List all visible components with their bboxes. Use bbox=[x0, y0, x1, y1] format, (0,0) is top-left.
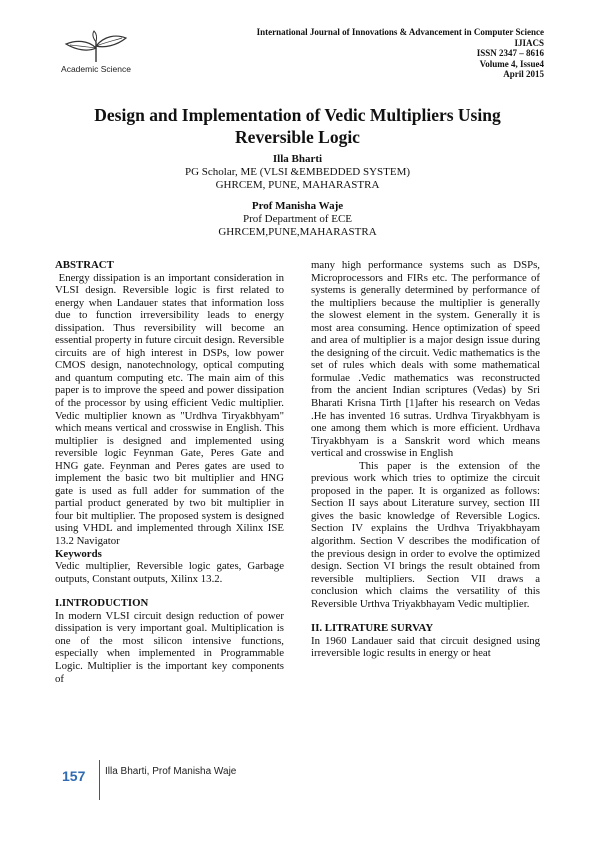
journal-name: International Journal of Innovations & Advancement in Computer Science bbox=[256, 27, 544, 37]
author1-affiliation: GHRCEM, PUNE, MAHARASTRA bbox=[215, 179, 380, 191]
author1-name: Illa Bharti bbox=[272, 153, 323, 165]
page-number: 157 bbox=[62, 768, 86, 784]
publisher-logo bbox=[52, 30, 140, 76]
right-para-1: many high performance systems such as DSPs, Microprocessors and FIRs etc. The performance of systems is generally determined by performance of the multipliers because the multiplier is generally the slowest element in the system. Generally it is most area consuming. Hence optimization of speed and area of multiplier is a major design issue during the designing of the circuit. Vedic mathematics is the set of rules which deals with some mathematical formulae .Vedic mathematics was reconstructed from the ancient Indian scriptures (Vedas) by Sri Bharati Krisna Tirth [1]after his research on Vedas .He has invented 16 sutras. Urdhva Tiryakbhyam is one among them which is more efficient. Urdhava Tiryakbhyam is a Sanskrit word which means vertical and crosswise in English bbox=[311, 259, 540, 460]
journal-date: April 2015 bbox=[503, 69, 544, 79]
footer-authors: Illa Bharti, Prof Manisha Waje bbox=[105, 766, 237, 777]
abstract-text: Energy dissipation is an important consideration in VLSI design. Reversible logic is first related to energy when Landauer states that information loss due to function irreversibility leads to energy dissipation. Thus reversibility will become an essential property in future circuit design. Reversible circuits are of high interest in DSPs, low power CMOS design, nanotechnology, optical computing and quantum computing etc. The main aim of this paper is to improve the speed and power dissipation of the processor by using efficient Vedic multiplier. Vedic multiplier known as "Urdhva Tiryakbhyam" which means vertical and crosswise in English. This multiplier is designed and implemented using reversible logic Feynman Gate, Peres Gate and HNG gate. Feynman and Peres gates are used to implement the basic two bit multiplier and HNG gate is used as full adder for summation of the partial product generated by two bit multiplier in four bit multiplier. The proposed system is designed using VHDL and implemented through Xilinx ISE 13.2 Navigator bbox=[55, 271, 287, 548]
footer-divider bbox=[99, 760, 100, 800]
journal-header bbox=[184, 27, 544, 80]
keywords-text: Vedic multiplier, Reversible logic gates, Garbage outputs, Constant outputs, Xilinx 13.2. bbox=[55, 560, 284, 585]
right-para-2: This paper is the extension of the previous work which tries to optimize the circuit proposed in the paper. It is organized as follows: Section II says about Literature survey, section III gives the basic knowledge of Reversible Logics. Section IV explains the Urdhva Triyakbhayam algorithm. Section V describes the modification of the previous design in order to evolve the optimized design. Section VI brings the result obtained from reversible multipliers. Section VII draws a conclusion which claims the versatility of this Reversible Urthva Triyakbhayam Vedic multiplier. bbox=[311, 459, 540, 610]
spacer bbox=[55, 585, 284, 597]
intro-text: In modern VLSI circuit design reduction of power dissipation is very important goal. Multiplication is one of the most silicon intensive functions, especially when implemented in Programmable Logic. Multiplier is the important key components of bbox=[55, 609, 284, 685]
author-block bbox=[60, 153, 535, 239]
author1-role: PG Scholar, ME (VLSI &EMBEDDED SYSTEM) bbox=[184, 166, 411, 178]
journal-abbr: IJIACS bbox=[514, 37, 544, 48]
keywords-heading: Keywords bbox=[55, 547, 102, 560]
logo-text: Academic Science bbox=[61, 64, 131, 74]
author2-affiliation: GHRCEM,PUNE,MAHARASTRA bbox=[218, 226, 377, 238]
intro-heading: I.INTRODUCTION bbox=[55, 597, 149, 610]
abstract-heading: ABSTRACT bbox=[55, 259, 114, 271]
journal-volume: Volume 4, Issue4 bbox=[479, 58, 544, 69]
survey-text: In 1960 Landauer said that circuit designed using irreversible logic results in energy or heat bbox=[311, 634, 540, 660]
right-column bbox=[311, 259, 540, 660]
spacer bbox=[311, 610, 540, 622]
sprout-leaf-icon bbox=[52, 30, 140, 64]
paper-title: Design and Implementation of Vedic Multipliers Using Reversible Logic bbox=[94, 105, 501, 147]
author2-role: Prof Department of ECE bbox=[242, 213, 353, 225]
survey-heading: II. LITRATURE SURVAY bbox=[311, 622, 434, 635]
author2-name: Prof Manisha Waje bbox=[251, 200, 344, 212]
journal-issn: ISSN 2347 – 8616 bbox=[476, 48, 544, 58]
left-column bbox=[55, 259, 287, 685]
